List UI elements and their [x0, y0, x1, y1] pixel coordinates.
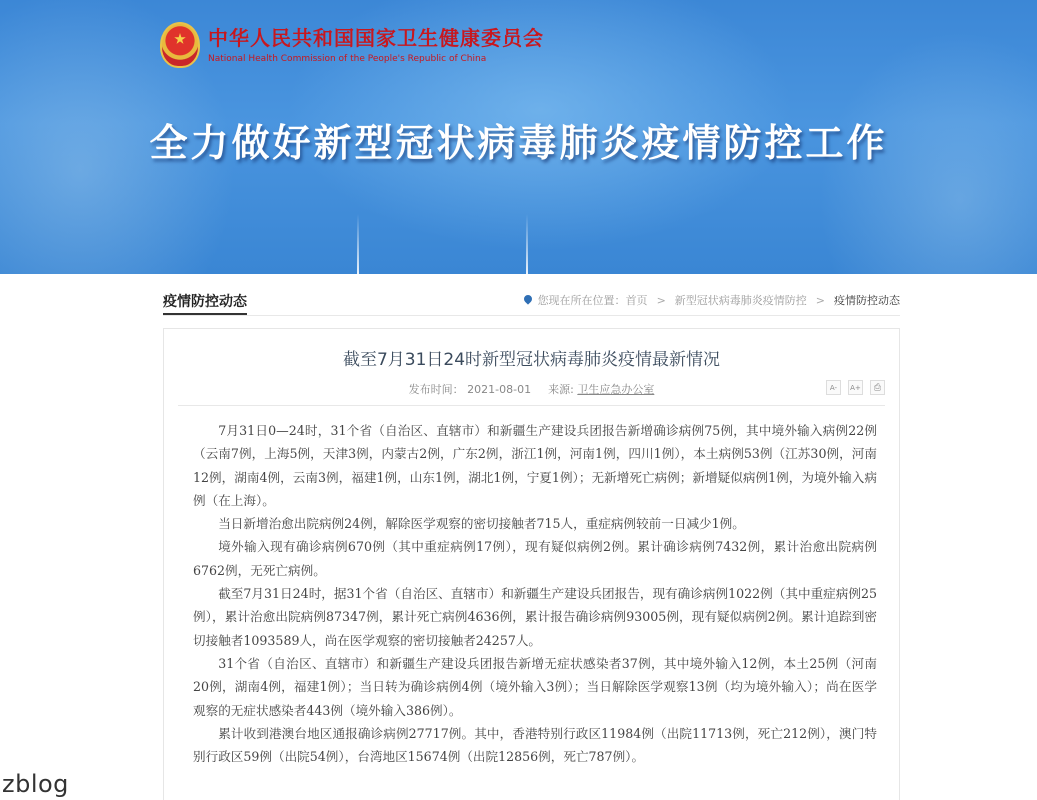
article-title: 截至7月31日24时新型冠状病毒肺炎疫情最新情况 — [342, 350, 721, 370]
article-container — [163, 328, 900, 800]
publish-date: 2021-08-01 — [467, 383, 532, 396]
breadcrumb-current-link[interactable]: 疫情防控动态 — [834, 294, 900, 307]
article-paragraph: 截至7月31日24时，据31个省（自治区、直辖市）和新疆生产建设兵团报告，现有确诊病例1022例（其中重症病例25例），累计治愈出院病例87347例，累计死亡病例4636例，累计报告确诊病例93005例，现有疑似病例2例。累计追踪到密切接触者1093589人，尚在医学观察的密切接触者24257人。 — [193, 586, 877, 648]
site-logo[interactable] — [160, 22, 544, 68]
org-name-en: National Health Commission of the People's Republic of China — [208, 54, 487, 64]
publish-label: 发布时间： — [408, 383, 464, 396]
breadcrumb-home-link[interactable]: 首页 — [625, 294, 648, 307]
national-emblem-icon — [160, 22, 200, 68]
section-title: 疫情防控动态 — [163, 291, 247, 315]
font-decrease-button[interactable] — [826, 380, 841, 395]
article-tools — [826, 380, 885, 395]
watermark-text: zblog — [2, 770, 69, 798]
print-button[interactable] — [870, 380, 885, 395]
article-paragraph: 31个省（自治区、直辖市）和新疆生产建设兵团报告新增无症状感染者37例，其中境外输入12例，本土25例（河南20例，湖南4例，福建1例）；当日转为确诊病例4例（境外输入3例）；当日解除医学观察13例（均为境外输入）；尚在医学观察的无症状感染者443例（境外输入386例）。 — [193, 655, 877, 718]
source-label: 来源: — [548, 383, 574, 396]
meta-divider — [178, 405, 885, 406]
breadcrumb-separator-icon: > — [815, 293, 825, 307]
breadcrumb-covid-prevention-link[interactable]: 新型冠状病毒肺炎疫情防控 — [674, 294, 807, 307]
article-paragraph: 7月31日0—24时，31个省（自治区、直辖市）和新疆生产建设兵团报告新增确诊病例75例，其中境外输入病例22例（云南7例，上海5例，天津3例，内蒙古2例，广东2例，浙江1例，河南1例，四川1例），本土病例53例（江苏30例，河南12例，湖南4例，云南3例，福建1例，山东1例，湖北1例，宁夏1例）；无新增死亡病例；新增疑似病例1例，为境外输入病例（在上海）。 — [193, 423, 877, 508]
font-increase-button[interactable] — [848, 380, 863, 395]
location-pin-icon — [524, 295, 532, 305]
decorative-light-line — [526, 214, 528, 274]
print-icon: ⎙ — [873, 382, 882, 393]
decorative-light-line — [357, 214, 359, 274]
section-header — [163, 286, 900, 316]
article-body — [193, 419, 877, 768]
font-increase-icon: A+ — [850, 383, 861, 392]
site-banner — [0, 0, 1037, 274]
article-meta — [164, 381, 899, 397]
breadcrumb-separator-icon: > — [656, 293, 666, 307]
breadcrumb-prefix: 您现在所在位置： — [537, 294, 626, 307]
article-paragraph: 累计收到港澳台地区通报确诊病例27717例。其中，香港特别行政区11984例（出院11713例，死亡212例），澳门特别行政区59例（出院54例），台湾地区15674例（出院12856例，死亡787例）。 — [193, 725, 877, 765]
breadcrumb — [524, 292, 900, 308]
article-paragraph: 当日新增治愈出院病例24例，解除医学观察的密切接触者715人，重症病例较前一日减少1例。 — [218, 516, 745, 532]
banner-slogan: 全力做好新型冠状病毒肺炎疫情防控工作 — [149, 121, 888, 165]
org-name-cn: 中华人民共和国国家卫生健康委员会 — [208, 26, 544, 50]
font-decrease-icon: A- — [829, 383, 838, 392]
source-link[interactable]: 卫生应急办公室 — [577, 383, 655, 396]
article-paragraph: 境外输入现有确诊病例670例（其中重症病例17例），现有疑似病例2例。累计确诊病例7432例，累计治愈出院病例6762例，无死亡病例。 — [193, 539, 877, 578]
